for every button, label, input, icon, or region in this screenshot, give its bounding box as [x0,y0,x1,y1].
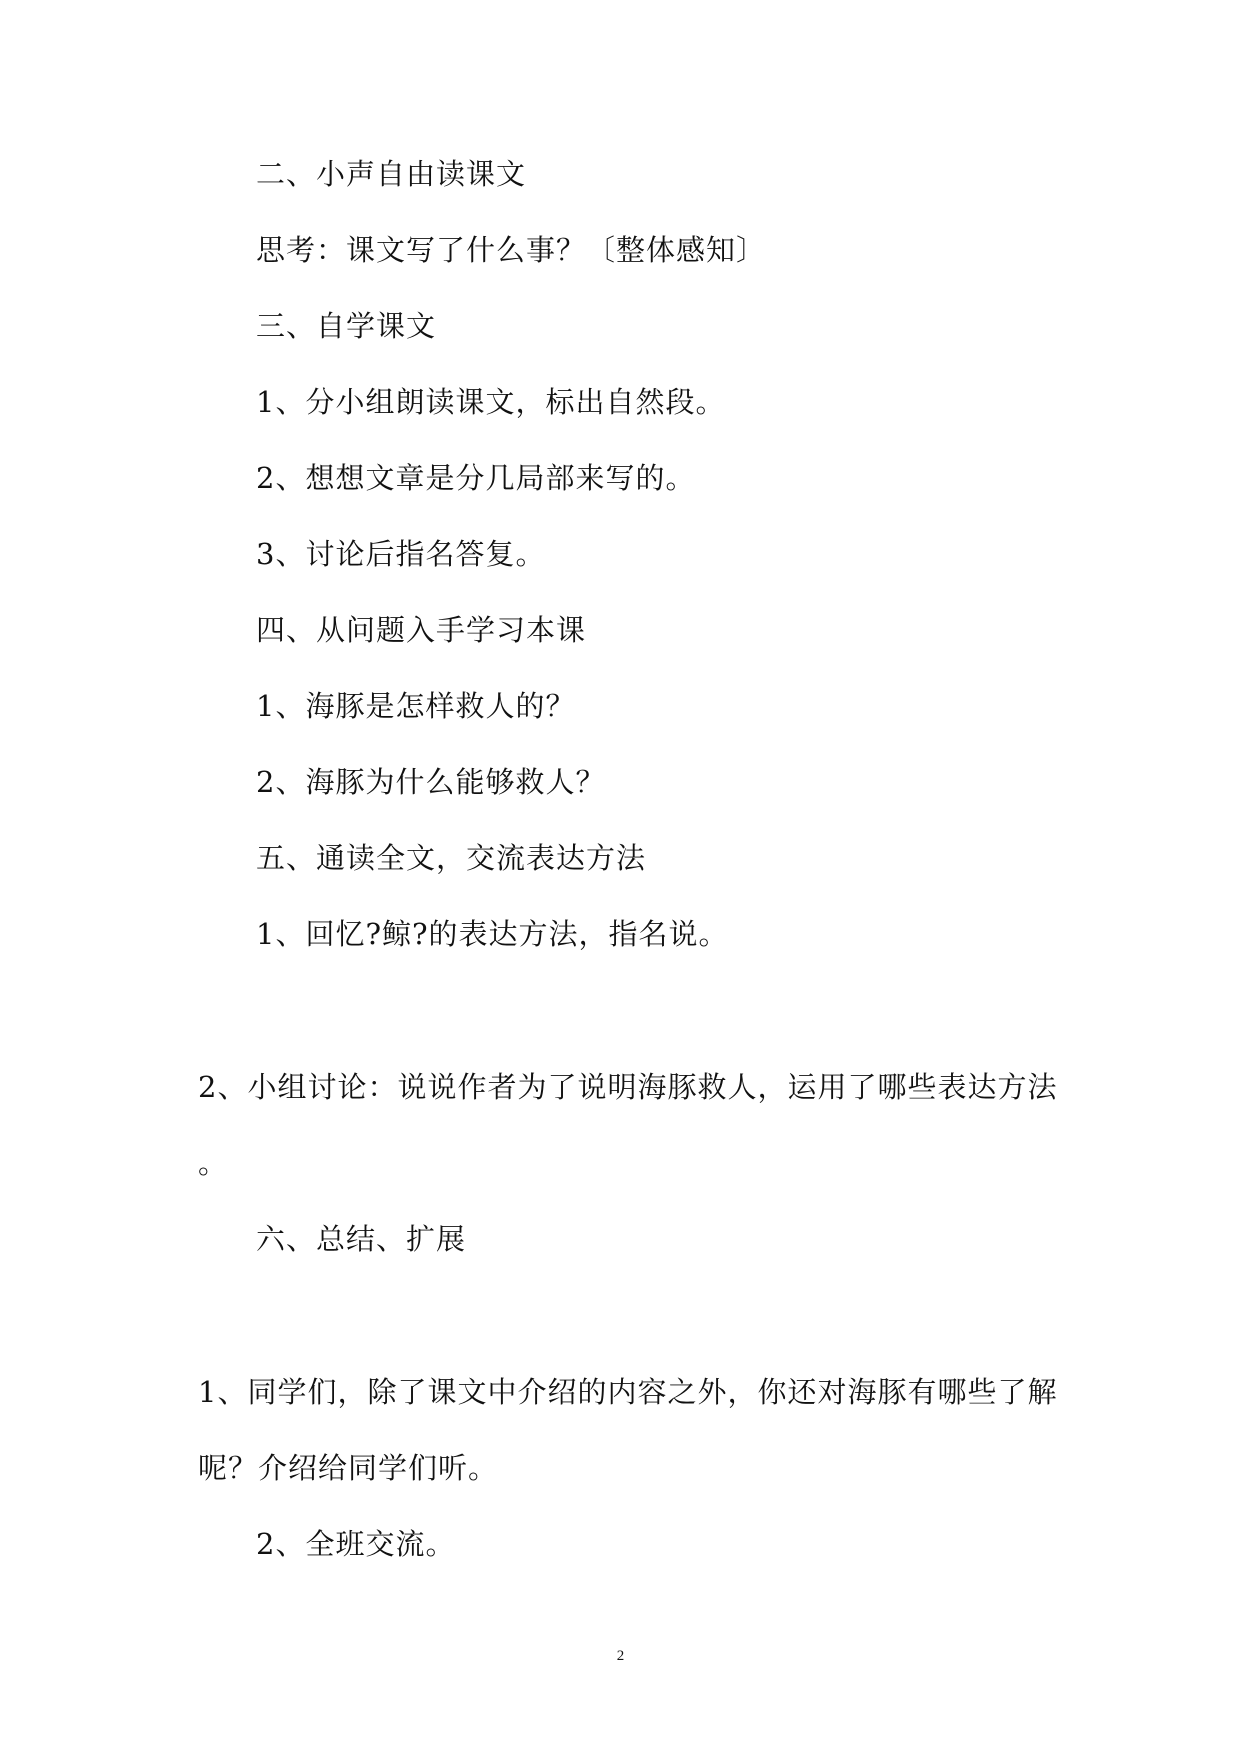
text-line: 思考：课文写了什么事？〔整体感知〕 [256,233,767,267]
page-number: 2 [616,1648,625,1664]
text-line: 3、讨论后指名答复。 [256,537,546,571]
text-line: 呢？介绍给同学们听。 [198,1451,499,1485]
text-line: 1、同学们，除了课文中介绍的内容之外，你还对海豚有哪些了解 [198,1375,1058,1409]
text-line: 1、回忆?鲸?的表达方法，指名说。 [256,917,729,951]
text-line: 2、想想文章是分几局部来写的。 [256,461,696,495]
text-line: 六、总结、扩展 [256,1222,467,1256]
text-line: 2、全班交流。 [256,1527,456,1561]
text-line: 五、通读全文，交流表达方法 [256,841,647,875]
text-line: 2、海豚为什么能够救人？ [256,765,606,799]
text-line: 二、小声自由读课文 [256,157,527,191]
text-line: 2、小组讨论：说说作者为了说明海豚救人，运用了哪些表达方法 [198,1070,1058,1104]
text-line: 1、分小组朗读课文，标出自然段。 [256,385,726,419]
text-line: 1、海豚是怎样救人的？ [256,689,576,723]
text-line: 三、自学课文 [256,309,437,343]
text-line: 。 [198,1146,229,1180]
text-line: 四、从问题入手学习本课 [256,613,587,647]
